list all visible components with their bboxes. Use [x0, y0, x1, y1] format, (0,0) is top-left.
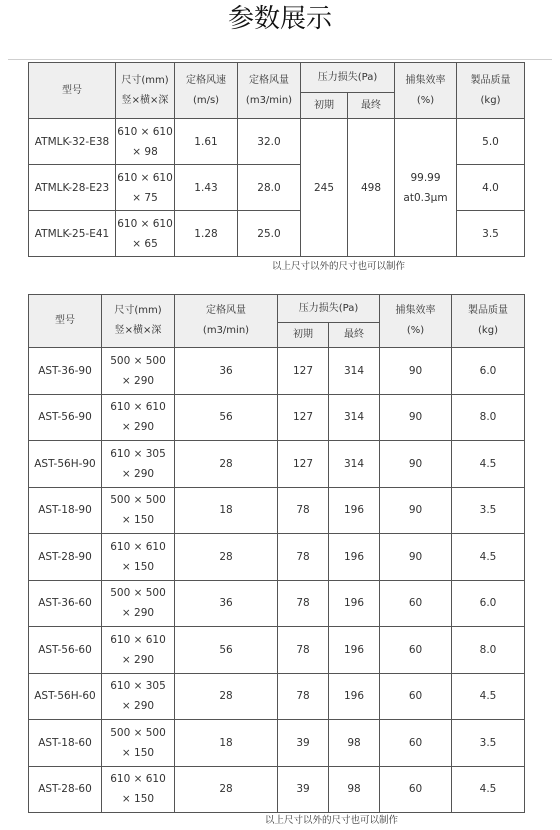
cell-size: 500 × 500 × 150 — [102, 720, 175, 767]
divider — [8, 59, 552, 60]
cell-model: AST-56-60 — [29, 627, 102, 674]
table-row — [29, 766, 525, 813]
header-initial: 初期 — [301, 93, 348, 119]
cell-final: 196 — [329, 487, 380, 534]
cell-final: 196 — [329, 673, 380, 720]
cell-size: 610 × 305 × 290 — [102, 441, 175, 488]
cell-airflow: 28 — [175, 766, 278, 813]
header-initial: 初期 — [278, 323, 329, 348]
header-airflow: 定格风量 (m3/min) — [175, 295, 278, 348]
cell-size: 610 × 610 × 290 — [102, 394, 175, 441]
table-row — [29, 394, 525, 441]
table-note: 以上尺寸以外的尺寸也可以制作 — [272, 261, 406, 272]
header-pressure: 压力损失(Pa) — [301, 63, 395, 93]
cell-efficiency: 60 — [380, 766, 452, 813]
cell-velocity: 1.43 — [175, 165, 238, 211]
cell-airflow: 36 — [175, 348, 278, 395]
table-row — [29, 441, 525, 488]
cell-initial: 78 — [278, 580, 329, 627]
cell-model: ATMLK-28-E23 — [29, 165, 116, 211]
table-note: 以上尺寸以外的尺寸也可以制作 — [265, 815, 399, 826]
cell-model: AST-36-60 — [29, 580, 102, 627]
cell-efficiency: 99.99 at0.3μm — [395, 119, 457, 257]
header-efficiency: 捕集效率 (%) — [380, 295, 452, 348]
cell-final: 498 — [348, 119, 395, 257]
cell-efficiency: 60 — [380, 673, 452, 720]
cell-initial: 78 — [278, 627, 329, 674]
cell-initial: 127 — [278, 348, 329, 395]
table-row — [29, 534, 525, 581]
cell-airflow: 28.0 — [238, 165, 301, 211]
cell-size: 610 × 610 × 75 — [116, 165, 175, 211]
cell-final: 314 — [329, 348, 380, 395]
cell-airflow: 56 — [175, 627, 278, 674]
cell-weight: 4.5 — [452, 441, 525, 488]
table-row — [29, 348, 525, 395]
cell-velocity: 1.61 — [175, 119, 238, 165]
header-velocity: 定格风速 (m/s) — [175, 63, 238, 119]
cell-model: ATMLK-25-E41 — [29, 211, 116, 257]
cell-weight: 3.5 — [457, 211, 525, 257]
cell-model: AST-18-60 — [29, 720, 102, 767]
cell-final: 196 — [329, 580, 380, 627]
cell-model: AST-36-90 — [29, 348, 102, 395]
cell-airflow: 36 — [175, 580, 278, 627]
table-row — [29, 580, 525, 627]
cell-size: 610 × 610 × 290 — [102, 627, 175, 674]
cell-efficiency: 90 — [380, 348, 452, 395]
cell-final: 196 — [329, 534, 380, 581]
cell-airflow: 18 — [175, 720, 278, 767]
cell-initial: 39 — [278, 720, 329, 767]
cell-size: 610 × 610 × 98 — [116, 119, 175, 165]
cell-weight: 3.5 — [452, 720, 525, 767]
cell-weight: 6.0 — [452, 580, 525, 627]
cell-initial: 39 — [278, 766, 329, 813]
table-row — [29, 487, 525, 534]
cell-final: 98 — [329, 766, 380, 813]
cell-weight: 4.5 — [452, 534, 525, 581]
cell-efficiency: 90 — [380, 534, 452, 581]
cell-efficiency: 90 — [380, 441, 452, 488]
cell-initial: 127 — [278, 441, 329, 488]
cell-initial: 245 — [301, 119, 348, 257]
header-weight: 製品质量 (kg) — [457, 63, 525, 119]
cell-weight: 4.5 — [452, 766, 525, 813]
header-final: 最终 — [348, 93, 395, 119]
cell-airflow: 28 — [175, 441, 278, 488]
cell-final: 196 — [329, 627, 380, 674]
table-row — [29, 627, 525, 674]
table-row — [29, 673, 525, 720]
cell-efficiency: 90 — [380, 487, 452, 534]
cell-weight: 8.0 — [452, 394, 525, 441]
cell-model: AST-56H-90 — [29, 441, 102, 488]
cell-efficiency: 60 — [380, 580, 452, 627]
cell-final: 98 — [329, 720, 380, 767]
cell-size: 610 × 305 × 290 — [102, 673, 175, 720]
cell-size: 500 × 500 × 290 — [102, 580, 175, 627]
cell-efficiency: 60 — [380, 720, 452, 767]
cell-efficiency: 60 — [380, 627, 452, 674]
cell-airflow: 56 — [175, 394, 278, 441]
table-row — [29, 720, 525, 767]
table-row — [29, 119, 525, 165]
cell-model: AST-28-90 — [29, 534, 102, 581]
cell-weight: 4.5 — [452, 673, 525, 720]
spec-table-ast — [28, 294, 525, 813]
cell-airflow: 18 — [175, 487, 278, 534]
cell-model: AST-18-90 — [29, 487, 102, 534]
cell-model: AST-56H-60 — [29, 673, 102, 720]
cell-model: AST-28-60 — [29, 766, 102, 813]
cell-initial: 78 — [278, 487, 329, 534]
cell-weight: 3.5 — [452, 487, 525, 534]
cell-size: 500 × 500 × 290 — [102, 348, 175, 395]
cell-model: ATMLK-32-E38 — [29, 119, 116, 165]
cell-airflow: 32.0 — [238, 119, 301, 165]
cell-weight: 8.0 — [452, 627, 525, 674]
cell-size: 500 × 500 × 150 — [102, 487, 175, 534]
spec-table-atmlk — [28, 62, 525, 257]
cell-airflow: 28 — [175, 534, 278, 581]
cell-size: 610 × 610 × 150 — [102, 534, 175, 581]
cell-weight: 4.0 — [457, 165, 525, 211]
header-model: 型号 — [29, 295, 102, 348]
cell-final: 314 — [329, 441, 380, 488]
cell-model: AST-56-90 — [29, 394, 102, 441]
cell-initial: 78 — [278, 673, 329, 720]
header-weight: 製品质量 (kg) — [452, 295, 525, 348]
header-airflow: 定格风量 (m3/min) — [238, 63, 301, 119]
cell-size: 610 × 610 × 65 — [116, 211, 175, 257]
cell-initial: 127 — [278, 394, 329, 441]
header-final: 最終 — [329, 323, 380, 348]
cell-initial: 78 — [278, 534, 329, 581]
page-title: 参数展示 — [227, 4, 332, 34]
cell-velocity: 1.28 — [175, 211, 238, 257]
cell-airflow: 28 — [175, 673, 278, 720]
cell-final: 314 — [329, 394, 380, 441]
cell-airflow: 25.0 — [238, 211, 301, 257]
header-pressure: 压力损失(Pa) — [278, 295, 380, 323]
header-size: 尺寸(mm) 竖×横×深 — [102, 295, 175, 348]
cell-weight: 6.0 — [452, 348, 525, 395]
cell-efficiency: 90 — [380, 394, 452, 441]
cell-size: 610 × 610 × 150 — [102, 766, 175, 813]
header-size: 尺寸(mm) 竖×横×深 — [116, 63, 175, 119]
header-model: 型号 — [29, 63, 116, 119]
cell-weight: 5.0 — [457, 119, 525, 165]
header-efficiency: 捕集效率 (%) — [395, 63, 457, 119]
